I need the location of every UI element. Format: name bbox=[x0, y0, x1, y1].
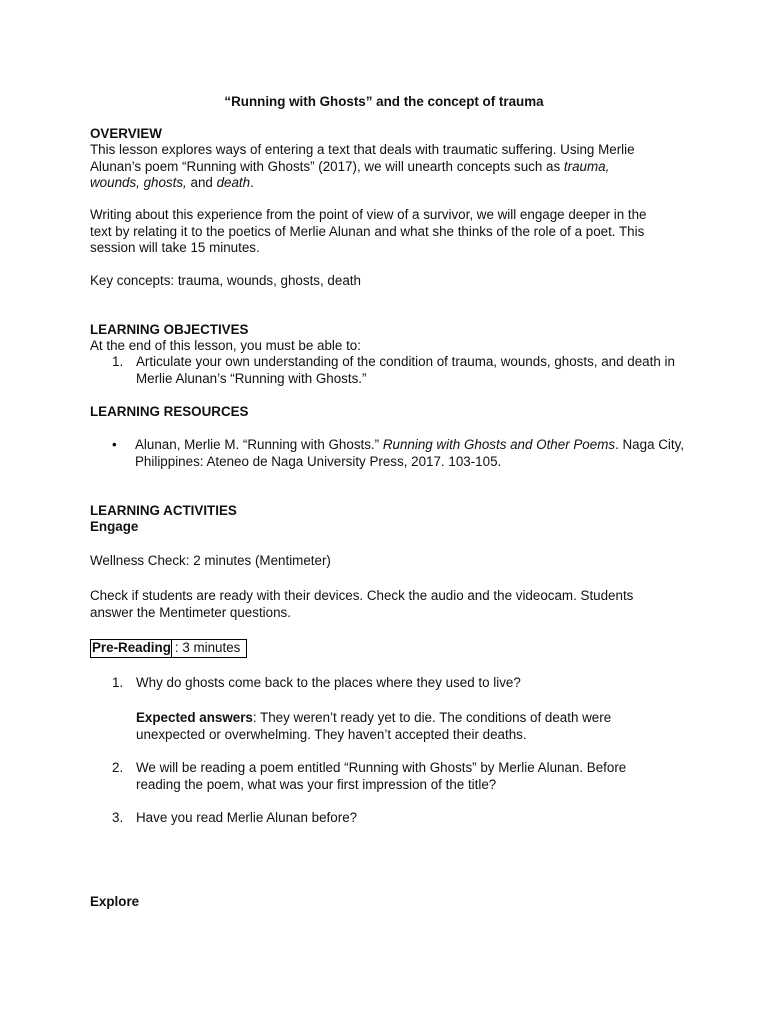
pre-reading-duration: : 3 minutes bbox=[174, 640, 241, 655]
expected-answers-text: : They weren’t ready yet to die. The conditions of death were unexpected or overwhelming. They haven’t accepted their deaths. bbox=[136, 710, 612, 742]
bullet-icon: • bbox=[112, 437, 117, 452]
citation-publisher: . Naga City, Philippines: Ateneo de Naga University Press, 2017. 103-105. bbox=[135, 437, 685, 469]
check-instructions: Check if students are ready with their devices. Check the audio and the videocam. Students answer the Mentimeter questions. bbox=[90, 588, 634, 620]
expected-answers bbox=[136, 710, 636, 743]
overview-and: and bbox=[186, 175, 217, 190]
question-number: 3. bbox=[112, 810, 124, 825]
question-text: Have you read Merlie Alunan before? bbox=[136, 810, 358, 825]
question-number: 1. bbox=[112, 675, 124, 690]
activities-heading: LEARNING ACTIVITIES bbox=[90, 503, 237, 518]
page-title: “Running with Ghosts” and the concept of trauma bbox=[224, 94, 544, 109]
resources-heading: LEARNING RESOURCES bbox=[90, 404, 249, 419]
pre-reading-label: Pre-Reading bbox=[92, 640, 171, 655]
objective-text: Articulate your own understanding of the condition of trauma, wounds, ghosts, and death in Merlie Alunan’s “Running with Ghosts.” bbox=[136, 354, 675, 386]
overview-text: This lesson explores ways of entering a text that deals with traumatic suffering. Using Merlie Alunan’s poem “Running with Ghosts” (2017), we will unearth concepts such as bbox=[90, 142, 635, 174]
objective-number: 1. bbox=[112, 354, 124, 369]
pre-reading-box bbox=[90, 639, 247, 658]
objectives-intro: At the end of this lesson, you must be able to: bbox=[90, 338, 361, 353]
question-text: We will be reading a poem entitled “Running with Ghosts” by Merlie Alunan. Before reading the poem, what was your first impression of the title? bbox=[136, 760, 627, 792]
overview-paragraph-2: Writing about this experience from the point of view of a survivor, we will engage deeper in the text by relating it to the poetics of Merlie Alunan and what she thinks of the role of a poet. This session will take 15 minutes. bbox=[90, 207, 647, 255]
overview-terms: trauma, wounds, ghosts, bbox=[90, 158, 610, 190]
citation-author: Alunan, Merlie M. “Running with Ghosts.” bbox=[135, 437, 383, 452]
key-concepts: Key concepts: trauma, wounds, ghosts, death bbox=[90, 273, 361, 288]
overview-heading: OVERVIEW bbox=[90, 126, 162, 141]
question-text: Why do ghosts come back to the places where they used to live? bbox=[136, 675, 521, 690]
resource-citation bbox=[135, 437, 685, 470]
citation-book-title: Running with Ghosts and Other Poems bbox=[382, 437, 616, 452]
explore-heading: Explore bbox=[90, 894, 140, 909]
overview-period: . bbox=[250, 175, 254, 190]
expected-answers-label: Expected answers bbox=[136, 710, 253, 725]
engage-heading: Engage bbox=[90, 519, 139, 534]
overview-paragraph-1 bbox=[90, 142, 660, 192]
question-number: 2. bbox=[112, 760, 124, 775]
wellness-check: Wellness Check: 2 minutes (Mentimeter) bbox=[90, 553, 331, 568]
objectives-heading: LEARNING OBJECTIVES bbox=[90, 322, 249, 337]
overview-death: death bbox=[216, 175, 251, 190]
